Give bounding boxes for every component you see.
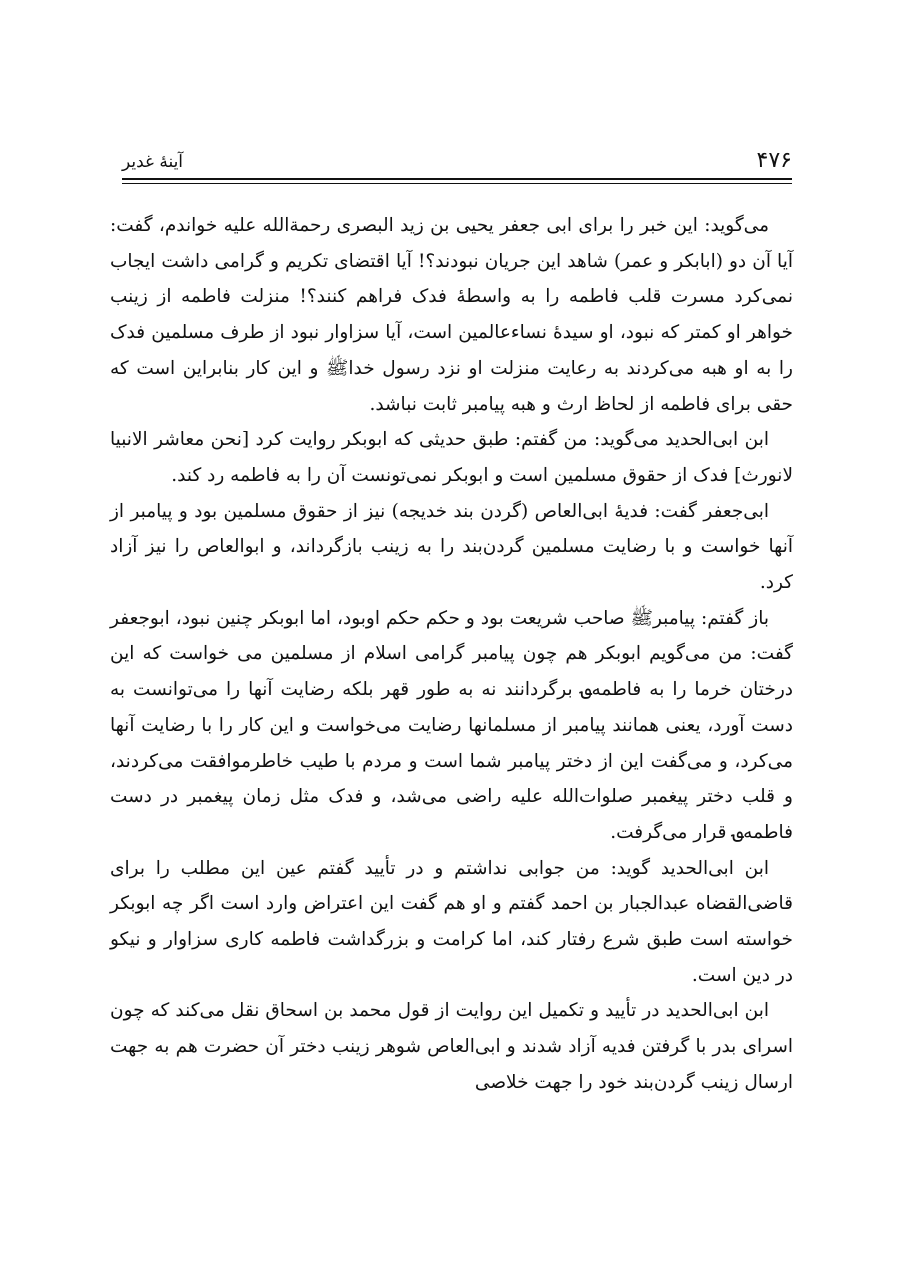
paragraph: باز گفتم: پیامبرﷺ صاحب شریعت بود و حکم حکم اوبود، اما ابوبکر چنین نبود، ابوجعفر گفت: من می‌گویم ابوبکر هم چون پیامبر گرامی اسلام از مسلمین می خواست که این درختان خرما را به فاطمه؈ برگردانند نه به طور قهر بلکه رضایت آنها را می‌توانست به دست آورد، یعنی همانند پیامبر از مسلمانها رضایت می‌خواست و این کار را با رضایت آنها می‌کرد، و می‌گفت این از دختر پیامبر شما است و مردم با طیب خاطرموافقت می‌کردند، و قلب دختر پیغمبر صلوات‌الله علیه راضی می‌شد، و فدک مثل زمان پیغمبر در دست فاطمه؈ قرار می‌گرفت. [110,607,793,843]
page-number: ۴۷۶ [756,148,792,173]
paragraph: ابن ابی‌الحدید در تأیید و تکمیل این روایت از قول محمد بن اسحاق نقل می‌کند که چون اسرای بدر با گرفتن فدیه آزاد شدند و ابی‌العاص شوهر زینب دختر آن حضرت هم به جهت ارسال زینب گردن‌بند خود را جهت خلاصی [110,1000,793,1093]
book-title: آینهٔ غدیر [122,152,184,172]
body-text [110,208,793,1101]
paragraph: می‌گوید: این خبر را برای ابی جعفر یحیی بن زید البصری رحمةالله علیه خواندم، گفت: آیا آن دو (ابابکر و عمر) شاهد این جریان نبودند؟! آیا اقتضای تکریم و گرامی داشت ایجاب نمی‌کرد مسرت قلب فاطمه را به واسطهٔ فدک فراهم کنند؟! منزلت فاطمه از زینب خواهر او کمتر که نبود، او سیدهٔ نساءعالمین است، آیا سزاوار نبود از طرف مسلمین فدک را به او هبه می‌کردند به رعایت منزلت او نزد رسول خداﷺ و این کار بنابراین است که حقی برای فاطمه از لحاظ ارث و هبه پیامبر ثابت نباشد. [110,215,793,415]
paragraph: ابی‌جعفر گفت: فدیهٔ ابی‌العاص (گردن بند خدیجه) نیز از حقوق مسلمین بود و پیامبر از آنها خواست و با رضایت مسلمین گردن‌بند را به زینب بازگرداند، و ابوالعاص را نیز آزاد کرد. [110,500,793,594]
running-header [122,146,792,178]
paragraph: ابن ابی‌الحدید می‌گوید: من گفتم: طبق حدیثی که ابوبکر روایت کرد [نحن معاشر الانبیا لانورث] فدک از حقوق مسلمین است و ابوبکر نمی‌تونست آن را به فاطمه رد کند. [110,429,793,486]
header-rule-thin [122,183,792,184]
header-rule-thick [122,178,792,180]
paragraph: ابن ابی‌الحدید گوید: من جوابی نداشتم و در تأیید گفتم عین این مطلب را برای قاضی‌القضاه عبدالجبار بن احمد گفتم و او هم گفت این اعتراض وارد است اگر چه ابوبکر خواسته است طبق شرع رفتار کند، اما کرامت و بزرگداشت فاطمه کاری سزاوار و نیکو در دین است. [110,857,793,986]
